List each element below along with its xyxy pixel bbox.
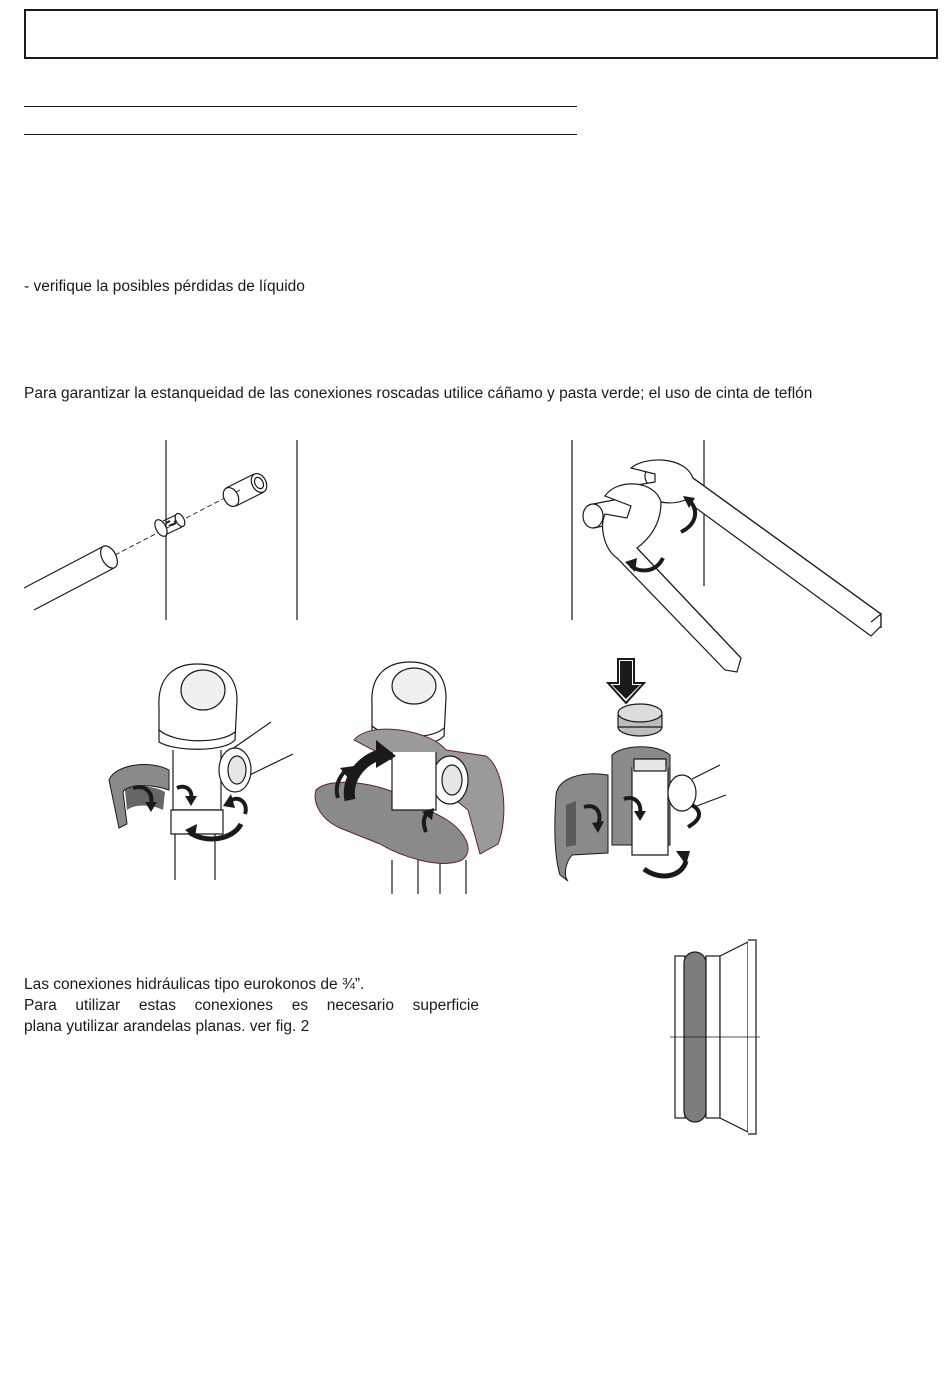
connections-line-3: plana yutilizar arandelas planas. ver fig. 2 [24, 1018, 310, 1035]
valve-step-1-figure [105, 660, 300, 882]
pipe-fitting-figure [20, 438, 310, 623]
protective-cap-icon [618, 704, 662, 736]
connections-line-1: Las conexiones hidráulicas tipo eurokonos de ¾”. [24, 976, 365, 993]
header-rule-2 [24, 134, 577, 135]
valve-step-2-figure [310, 660, 510, 896]
connections-line-2: Para utilizar estas conexiones es necesario superficie [24, 997, 479, 1014]
valve-step-3-figure [552, 655, 732, 885]
header-rule-1 [24, 106, 577, 107]
washer-figure [670, 936, 762, 1136]
wrench-figure [565, 438, 885, 688]
connections-paragraph [24, 974, 479, 1037]
threaded-nipple-icon [152, 512, 186, 538]
header-box [24, 9, 938, 59]
thermostatic-head-icon [159, 664, 237, 749]
coupling-sleeve-icon [220, 471, 270, 509]
sealing-note: Para garantizar la estanqueidad de las conexiones roscadas utilice cáñamo y pasta verde; el uso de cinta de teflón [24, 385, 813, 402]
bullet-verify: - verifique la posibles pérdidas de líquido [24, 278, 305, 295]
